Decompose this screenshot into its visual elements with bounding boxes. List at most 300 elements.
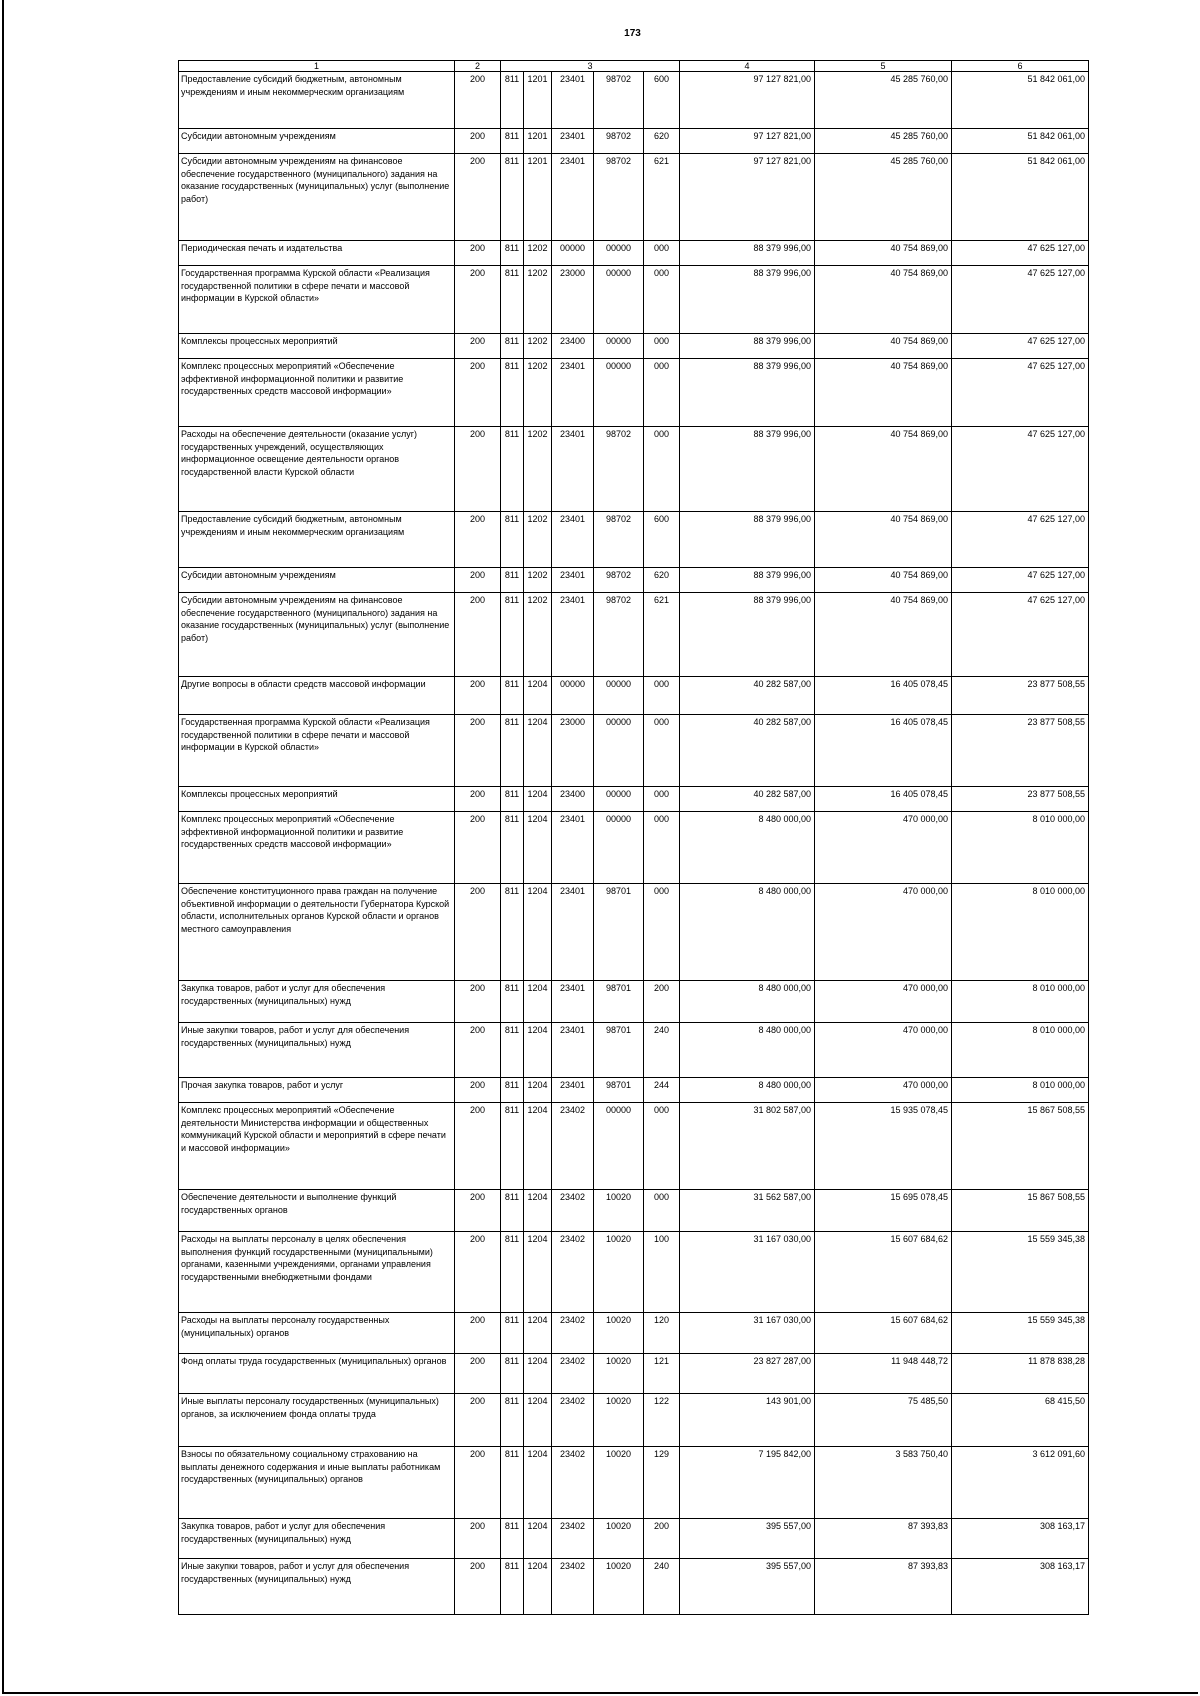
code-direction: 10020 <box>594 1313 644 1354</box>
code-column-2: 200 <box>455 568 501 593</box>
amount-column-4: 88 379 996,00 <box>680 593 815 677</box>
code-direction: 10020 <box>594 1232 644 1313</box>
code-column-2: 200 <box>455 981 501 1023</box>
amount-column-6: 308 163,17 <box>952 1519 1089 1559</box>
code-direction: 00000 <box>594 334 644 359</box>
table-row <box>179 1232 1089 1313</box>
code-ved: 811 <box>501 1394 524 1447</box>
code-program: 23400 <box>552 787 594 812</box>
code-direction: 98701 <box>594 884 644 981</box>
amount-column-5: 470 000,00 <box>815 884 952 981</box>
amount-column-5: 11 948 448,72 <box>815 1354 952 1394</box>
code-program: 23000 <box>552 266 594 334</box>
code-direction: 00000 <box>594 715 644 787</box>
amount-column-4: 88 379 996,00 <box>680 266 815 334</box>
code-ved: 811 <box>501 241 524 266</box>
column-header-3: 3 <box>501 61 680 72</box>
code-program: 23402 <box>552 1103 594 1190</box>
amount-column-5: 40 754 869,00 <box>815 568 952 593</box>
amount-column-6: 47 625 127,00 <box>952 593 1089 677</box>
code-program: 23401 <box>552 1078 594 1103</box>
code-vr: 100 <box>644 1232 680 1313</box>
table-row <box>179 334 1089 359</box>
amount-column-4: 97 127 821,00 <box>680 72 815 129</box>
code-ved: 811 <box>501 154 524 241</box>
table-row <box>179 1394 1089 1447</box>
row-name: Расходы на выплаты персоналу государственных (муниципальных) органов <box>179 1313 455 1354</box>
code-direction: 98702 <box>594 154 644 241</box>
table-row <box>179 1190 1089 1232</box>
code-column-2: 200 <box>455 1078 501 1103</box>
code-column-2: 200 <box>455 512 501 568</box>
amount-column-4: 88 379 996,00 <box>680 568 815 593</box>
code-vr: 000 <box>644 241 680 266</box>
code-vr: 000 <box>644 1190 680 1232</box>
code-program: 23401 <box>552 72 594 129</box>
code-rz: 1204 <box>524 1559 552 1615</box>
amount-column-4: 143 901,00 <box>680 1394 815 1447</box>
code-direction: 98702 <box>594 568 644 593</box>
code-vr: 000 <box>644 812 680 884</box>
code-column-2: 200 <box>455 1447 501 1519</box>
code-ved: 811 <box>501 1519 524 1559</box>
amount-column-5: 45 285 760,00 <box>815 72 952 129</box>
code-rz: 1204 <box>524 1023 552 1078</box>
row-name: Предоставление субсидий бюджетным, автономным учреждениям и иным некоммерческим организациям <box>179 72 455 129</box>
code-column-2: 200 <box>455 1313 501 1354</box>
amount-column-4: 88 379 996,00 <box>680 512 815 568</box>
amount-column-6: 47 625 127,00 <box>952 241 1089 266</box>
code-ved: 811 <box>501 568 524 593</box>
amount-column-4: 395 557,00 <box>680 1559 815 1615</box>
code-rz: 1202 <box>524 512 552 568</box>
code-program: 23000 <box>552 715 594 787</box>
row-name: Субсидии автономным учреждениям <box>179 129 455 154</box>
table-row <box>179 593 1089 677</box>
row-name: Предоставление субсидий бюджетным, автономным учреждениям и иным некоммерческим организациям <box>179 512 455 568</box>
column-header-2: 2 <box>455 61 501 72</box>
amount-column-4: 88 379 996,00 <box>680 427 815 512</box>
amount-column-5: 45 285 760,00 <box>815 129 952 154</box>
table-row <box>179 677 1089 715</box>
code-vr: 000 <box>644 884 680 981</box>
code-vr: 000 <box>644 266 680 334</box>
amount-column-4: 97 127 821,00 <box>680 154 815 241</box>
code-rz: 1204 <box>524 1354 552 1394</box>
table-row <box>179 812 1089 884</box>
amount-column-4: 23 827 287,00 <box>680 1354 815 1394</box>
code-column-2: 200 <box>455 1190 501 1232</box>
code-ved: 811 <box>501 1190 524 1232</box>
amount-column-6: 51 842 061,00 <box>952 154 1089 241</box>
code-direction: 00000 <box>594 1103 644 1190</box>
code-ved: 811 <box>501 1313 524 1354</box>
amount-column-6: 15 559 345,38 <box>952 1313 1089 1354</box>
amount-column-6: 8 010 000,00 <box>952 981 1089 1023</box>
code-ved: 811 <box>501 427 524 512</box>
amount-column-4: 31 802 587,00 <box>680 1103 815 1190</box>
code-program: 23401 <box>552 1023 594 1078</box>
table-row <box>179 154 1089 241</box>
amount-column-5: 75 485,50 <box>815 1394 952 1447</box>
code-ved: 811 <box>501 72 524 129</box>
code-direction: 10020 <box>594 1447 644 1519</box>
code-vr: 621 <box>644 154 680 241</box>
code-direction: 00000 <box>594 241 644 266</box>
code-column-2: 200 <box>455 1519 501 1559</box>
code-program: 23401 <box>552 812 594 884</box>
code-vr: 200 <box>644 1519 680 1559</box>
code-rz: 1202 <box>524 266 552 334</box>
amount-column-5: 45 285 760,00 <box>815 154 952 241</box>
table-row <box>179 1078 1089 1103</box>
row-name: Закупка товаров, работ и услуг для обеспечения государственных (муниципальных) нужд <box>179 981 455 1023</box>
code-program: 23402 <box>552 1190 594 1232</box>
amount-column-5: 15 935 078,45 <box>815 1103 952 1190</box>
code-vr: 121 <box>644 1354 680 1394</box>
code-rz: 1202 <box>524 593 552 677</box>
row-name: Комплекс процессных мероприятий «Обеспечение деятельности Министерства информации и общественных коммуникаций Курской области и мероприятий в сфере печати и массовой информации» <box>179 1103 455 1190</box>
amount-column-4: 40 282 587,00 <box>680 787 815 812</box>
amount-column-4: 8 480 000,00 <box>680 1078 815 1103</box>
code-ved: 811 <box>501 359 524 427</box>
code-vr: 600 <box>644 72 680 129</box>
amount-column-6: 23 877 508,55 <box>952 715 1089 787</box>
row-name: Расходы на выплаты персоналу в целях обеспечения выполнения функций государственными (муниципальными) органами, казенными учреждениями, органами управления государственными внебюджетными фондами <box>179 1232 455 1313</box>
amount-column-4: 31 167 030,00 <box>680 1232 815 1313</box>
code-program: 00000 <box>552 677 594 715</box>
header-row <box>179 61 1089 72</box>
amount-column-4: 395 557,00 <box>680 1519 815 1559</box>
row-name: Иные закупки товаров, работ и услуг для обеспечения государственных (муниципальных) нужд <box>179 1023 455 1078</box>
code-column-2: 200 <box>455 884 501 981</box>
row-name: Иные закупки товаров, работ и услуг для обеспечения государственных (муниципальных) нужд <box>179 1559 455 1615</box>
code-program: 23401 <box>552 512 594 568</box>
row-name: Прочая закупка товаров, работ и услуг <box>179 1078 455 1103</box>
code-vr: 000 <box>644 427 680 512</box>
amount-column-5: 16 405 078,45 <box>815 677 952 715</box>
column-header-6: 6 <box>952 61 1089 72</box>
code-ved: 811 <box>501 715 524 787</box>
amount-column-4: 40 282 587,00 <box>680 715 815 787</box>
code-ved: 811 <box>501 1232 524 1313</box>
code-program: 00000 <box>552 241 594 266</box>
amount-column-6: 23 877 508,55 <box>952 787 1089 812</box>
code-ved: 811 <box>501 1023 524 1078</box>
code-ved: 811 <box>501 593 524 677</box>
row-name: Комплекс процессных мероприятий «Обеспечение эффективной информационной политики и развитие государственных средств массовой информации» <box>179 359 455 427</box>
code-vr: 120 <box>644 1313 680 1354</box>
row-name: Иные выплаты персоналу государственных (муниципальных) органов, за исключением фонда оплаты труда <box>179 1394 455 1447</box>
code-vr: 000 <box>644 715 680 787</box>
amount-column-6: 47 625 127,00 <box>952 427 1089 512</box>
table-row <box>179 568 1089 593</box>
code-column-2: 200 <box>455 677 501 715</box>
amount-column-5: 40 754 869,00 <box>815 593 952 677</box>
code-vr: 000 <box>644 787 680 812</box>
amount-column-5: 15 607 684,62 <box>815 1232 952 1313</box>
row-name: Государственная программа Курской области «Реализация государственной политики в сфере печати и массовой информации в Курской области» <box>179 715 455 787</box>
amount-column-5: 87 393,83 <box>815 1519 952 1559</box>
code-rz: 1204 <box>524 1313 552 1354</box>
code-direction: 10020 <box>594 1190 644 1232</box>
code-column-2: 200 <box>455 1354 501 1394</box>
row-name: Комплекс процессных мероприятий «Обеспечение эффективной информационной политики и развитие государственных средств массовой информации» <box>179 812 455 884</box>
code-column-2: 200 <box>455 266 501 334</box>
row-name: Субсидии автономным учреждениям на финансовое обеспечение государственного (муниципального) задания на оказание государственных (муниципальных) услуг (выполнение работ) <box>179 154 455 241</box>
table-row <box>179 241 1089 266</box>
code-column-2: 200 <box>455 359 501 427</box>
code-program: 23402 <box>552 1354 594 1394</box>
code-vr: 620 <box>644 129 680 154</box>
code-rz: 1202 <box>524 359 552 427</box>
code-ved: 811 <box>501 884 524 981</box>
code-direction: 10020 <box>594 1394 644 1447</box>
amount-column-4: 8 480 000,00 <box>680 981 815 1023</box>
code-program: 23402 <box>552 1313 594 1354</box>
code-direction: 98702 <box>594 512 644 568</box>
code-ved: 811 <box>501 129 524 154</box>
table-row <box>179 884 1089 981</box>
amount-column-5: 16 405 078,45 <box>815 787 952 812</box>
amount-column-6: 47 625 127,00 <box>952 568 1089 593</box>
amount-column-6: 15 867 508,55 <box>952 1190 1089 1232</box>
code-ved: 811 <box>501 812 524 884</box>
code-rz: 1201 <box>524 154 552 241</box>
code-program: 23401 <box>552 568 594 593</box>
amount-column-4: 88 379 996,00 <box>680 334 815 359</box>
code-program: 23402 <box>552 1559 594 1615</box>
code-direction: 10020 <box>594 1519 644 1559</box>
amount-column-5: 87 393,83 <box>815 1559 952 1615</box>
amount-column-6: 8 010 000,00 <box>952 1023 1089 1078</box>
table-row <box>179 359 1089 427</box>
code-column-2: 200 <box>455 715 501 787</box>
code-column-2: 200 <box>455 427 501 512</box>
amount-column-6: 51 842 061,00 <box>952 129 1089 154</box>
amount-column-6: 47 625 127,00 <box>952 266 1089 334</box>
table-row <box>179 266 1089 334</box>
table-row <box>179 715 1089 787</box>
amount-column-5: 470 000,00 <box>815 1078 952 1103</box>
amount-column-5: 470 000,00 <box>815 981 952 1023</box>
code-rz: 1202 <box>524 334 552 359</box>
code-vr: 000 <box>644 359 680 427</box>
code-ved: 811 <box>501 981 524 1023</box>
table-row <box>179 1447 1089 1519</box>
code-ved: 811 <box>501 1447 524 1519</box>
code-vr: 000 <box>644 334 680 359</box>
code-column-2: 200 <box>455 1559 501 1615</box>
table-row <box>179 981 1089 1023</box>
row-name: Расходы на обеспечение деятельности (оказание услуг) государственных учреждений, осуществляющих информационное освещение деятельности органов государственной власти Курской области <box>179 427 455 512</box>
code-column-2: 200 <box>455 154 501 241</box>
amount-column-6: 23 877 508,55 <box>952 677 1089 715</box>
budget-table <box>178 60 1089 1615</box>
code-direction: 00000 <box>594 359 644 427</box>
code-direction: 10020 <box>594 1559 644 1615</box>
table-row <box>179 1023 1089 1078</box>
table-row <box>179 427 1089 512</box>
code-program: 23402 <box>552 1519 594 1559</box>
amount-column-4: 7 195 842,00 <box>680 1447 815 1519</box>
code-program: 23400 <box>552 334 594 359</box>
code-rz: 1204 <box>524 1232 552 1313</box>
code-vr: 600 <box>644 512 680 568</box>
code-rz: 1204 <box>524 1394 552 1447</box>
code-ved: 811 <box>501 334 524 359</box>
code-column-2: 200 <box>455 1103 501 1190</box>
code-program: 23401 <box>552 884 594 981</box>
amount-column-6: 11 878 838,28 <box>952 1354 1089 1394</box>
code-rz: 1201 <box>524 72 552 129</box>
code-ved: 811 <box>501 1354 524 1394</box>
row-name: Периодическая печать и издательства <box>179 241 455 266</box>
row-name: Обеспечение конституционного права граждан на получение объективной информации о деятельности Губернатора Курской области, исполнительных органов Курской области и органов местного самоуправления <box>179 884 455 981</box>
amount-column-5: 40 754 869,00 <box>815 512 952 568</box>
column-header-4: 4 <box>680 61 815 72</box>
amount-column-4: 88 379 996,00 <box>680 359 815 427</box>
code-rz: 1204 <box>524 1078 552 1103</box>
code-program: 23401 <box>552 981 594 1023</box>
row-name: Закупка товаров, работ и услуг для обеспечения государственных (муниципальных) нужд <box>179 1519 455 1559</box>
code-vr: 000 <box>644 677 680 715</box>
code-vr: 240 <box>644 1023 680 1078</box>
code-rz: 1204 <box>524 1519 552 1559</box>
code-column-2: 200 <box>455 241 501 266</box>
code-program: 23401 <box>552 427 594 512</box>
amount-column-5: 470 000,00 <box>815 1023 952 1078</box>
row-name: Субсидии автономным учреждениям <box>179 568 455 593</box>
code-direction: 98702 <box>594 593 644 677</box>
amount-column-6: 68 415,50 <box>952 1394 1089 1447</box>
code-direction: 98701 <box>594 1078 644 1103</box>
code-direction: 00000 <box>594 266 644 334</box>
page-number: 173 <box>624 28 641 39</box>
row-name: Фонд оплаты труда государственных (муниципальных) органов <box>179 1354 455 1394</box>
code-column-2: 200 <box>455 72 501 129</box>
code-direction: 98702 <box>594 72 644 129</box>
amount-column-6: 51 842 061,00 <box>952 72 1089 129</box>
table-row <box>179 512 1089 568</box>
code-program: 23402 <box>552 1232 594 1313</box>
amount-column-4: 40 282 587,00 <box>680 677 815 715</box>
amount-column-4: 8 480 000,00 <box>680 812 815 884</box>
code-column-2: 200 <box>455 129 501 154</box>
code-ved: 811 <box>501 1103 524 1190</box>
row-name: Обеспечение деятельности и выполнение функций государственных органов <box>179 1190 455 1232</box>
code-ved: 811 <box>501 512 524 568</box>
code-vr: 122 <box>644 1394 680 1447</box>
table-row <box>179 1313 1089 1354</box>
code-rz: 1202 <box>524 427 552 512</box>
code-rz: 1204 <box>524 715 552 787</box>
amount-column-5: 3 583 750,40 <box>815 1447 952 1519</box>
code-rz: 1201 <box>524 129 552 154</box>
code-rz: 1204 <box>524 1190 552 1232</box>
amount-column-6: 47 625 127,00 <box>952 512 1089 568</box>
amount-column-4: 31 562 587,00 <box>680 1190 815 1232</box>
code-rz: 1204 <box>524 1447 552 1519</box>
code-rz: 1204 <box>524 981 552 1023</box>
code-vr: 620 <box>644 568 680 593</box>
row-name: Другие вопросы в области средств массовой информации <box>179 677 455 715</box>
amount-column-6: 308 163,17 <box>952 1559 1089 1615</box>
amount-column-5: 40 754 869,00 <box>815 359 952 427</box>
code-direction: 98702 <box>594 129 644 154</box>
table-row <box>179 787 1089 812</box>
code-rz: 1204 <box>524 1103 552 1190</box>
amount-column-5: 40 754 869,00 <box>815 266 952 334</box>
amount-column-5: 16 405 078,45 <box>815 715 952 787</box>
amount-column-6: 8 010 000,00 <box>952 884 1089 981</box>
amount-column-5: 40 754 869,00 <box>815 241 952 266</box>
code-ved: 811 <box>501 677 524 715</box>
code-vr: 240 <box>644 1559 680 1615</box>
row-name: Взносы по обязательному социальному страхованию на выплаты денежного содержания и иные выплаты работникам государственных (муниципальных) органов <box>179 1447 455 1519</box>
code-direction: 10020 <box>594 1354 644 1394</box>
code-direction: 98701 <box>594 1023 644 1078</box>
amount-column-4: 31 167 030,00 <box>680 1313 815 1354</box>
table-row <box>179 72 1089 129</box>
amount-column-5: 15 695 078,45 <box>815 1190 952 1232</box>
row-name: Комплексы процессных мероприятий <box>179 334 455 359</box>
code-vr: 244 <box>644 1078 680 1103</box>
code-direction: 98701 <box>594 981 644 1023</box>
code-column-2: 200 <box>455 812 501 884</box>
amount-column-5: 40 754 869,00 <box>815 334 952 359</box>
code-rz: 1204 <box>524 677 552 715</box>
code-ved: 811 <box>501 266 524 334</box>
code-direction: 00000 <box>594 677 644 715</box>
code-vr: 200 <box>644 981 680 1023</box>
row-name: Комплексы процессных мероприятий <box>179 787 455 812</box>
code-column-2: 200 <box>455 787 501 812</box>
code-rz: 1204 <box>524 812 552 884</box>
amount-column-6: 3 612 091,60 <box>952 1447 1089 1519</box>
amount-column-4: 97 127 821,00 <box>680 129 815 154</box>
code-vr: 621 <box>644 593 680 677</box>
table-row <box>179 1354 1089 1394</box>
row-name: Государственная программа Курской области «Реализация государственной политики в сфере печати и массовой информации в Курской области» <box>179 266 455 334</box>
table-row <box>179 129 1089 154</box>
code-program: 23401 <box>552 129 594 154</box>
code-program: 23402 <box>552 1394 594 1447</box>
amount-column-6: 47 625 127,00 <box>952 334 1089 359</box>
code-direction: 00000 <box>594 787 644 812</box>
code-column-2: 200 <box>455 593 501 677</box>
code-rz: 1204 <box>524 884 552 981</box>
code-vr: 129 <box>644 1447 680 1519</box>
amount-column-6: 8 010 000,00 <box>952 812 1089 884</box>
code-column-2: 200 <box>455 334 501 359</box>
code-vr: 000 <box>644 1103 680 1190</box>
code-program: 23402 <box>552 1447 594 1519</box>
amount-column-4: 8 480 000,00 <box>680 884 815 981</box>
table-row <box>179 1103 1089 1190</box>
table-row <box>179 1559 1089 1615</box>
table-row <box>179 1519 1089 1559</box>
code-rz: 1202 <box>524 568 552 593</box>
code-column-2: 200 <box>455 1394 501 1447</box>
code-direction: 98702 <box>594 427 644 512</box>
column-header-1: 1 <box>179 61 455 72</box>
amount-column-5: 40 754 869,00 <box>815 427 952 512</box>
code-rz: 1204 <box>524 787 552 812</box>
amount-column-6: 15 559 345,38 <box>952 1232 1089 1313</box>
amount-column-5: 15 607 684,62 <box>815 1313 952 1354</box>
code-program: 23401 <box>552 359 594 427</box>
